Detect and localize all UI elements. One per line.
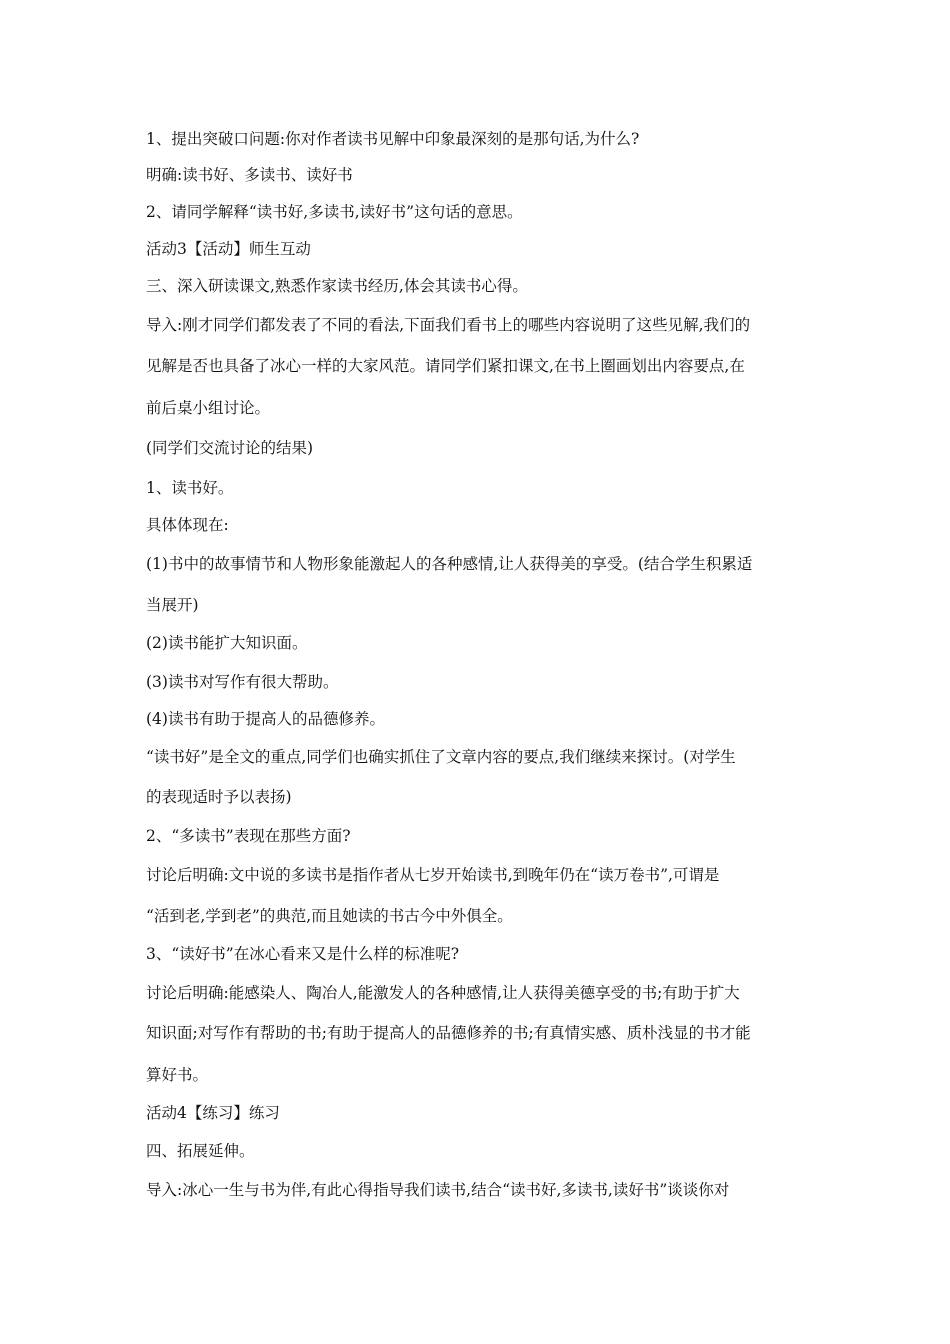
text-line: 1、读书好。 — [146, 479, 234, 497]
text-line: “读书好”是全文的重点,同学们也确实抓住了文章内容的要点,我们继续来探讨。(对学生 — [146, 748, 736, 766]
text-line: 见解是否也具备了冰心一样的大家风范。请同学们紧扣课文,在书上圈画划出内容要点,在 — [146, 357, 745, 375]
text-line: 当展开) — [146, 596, 199, 614]
section-heading: 活动4【练习】练习 — [146, 1104, 280, 1122]
text-line: 2、“多读书”表现在那些方面? — [146, 827, 351, 845]
text-line: “活到老,学到老”的典范,而且她读的书古今中外俱全。 — [146, 907, 513, 925]
text-line: (3)读书对写作有很大帮助。 — [146, 673, 339, 691]
text-line: (同学们交流讨论的结果) — [146, 439, 314, 457]
text-line: 知识面;对写作有帮助的书;有助于提高人的品德修养的书;有真情实感、质朴浅显的书才能 — [146, 1024, 751, 1042]
text-line: 的表现适时予以表扬) — [146, 788, 292, 806]
text-line: 导入:刚才同学们都发表了不同的看法,下面我们看书上的哪些内容说明了这些见解,我们的 — [146, 316, 751, 334]
text-line: 具体体现在: — [146, 516, 229, 534]
text-line: 四、拓展延伸。 — [146, 1142, 255, 1160]
section-heading: 活动3【活动】师生互动 — [146, 240, 311, 258]
text-line: 导入:冰心一生与书为伴,有此心得指导我们读书,结合“读书好,多读书,读好书”谈谈你对 — [146, 1181, 730, 1199]
text-line: (2)读书能扩大知识面。 — [146, 634, 308, 652]
text-line: 讨论后明确:文中说的多读书是指作者从七岁开始读书,到晚年仍在“读万卷书”,可谓是 — [146, 866, 720, 884]
text-line: 算好书。 — [146, 1066, 209, 1084]
text-line: 前后桌小组讨论。 — [146, 399, 271, 417]
text-line: 三、深入研读课文,熟悉作家读书经历,体会其读书心得。 — [146, 277, 528, 295]
text-line: 3、“读好书”在冰心看来又是什么样的标准呢? — [146, 945, 460, 963]
text-line: 1、提出突破口问题:你对作者读书见解中印象最深刻的是那句话,为什么? — [146, 130, 640, 148]
text-line: 2、请同学解释“读书好,多读书,读好书”这句话的意思。 — [146, 203, 523, 221]
text-line: (4)读书有助于提高人的品德修养。 — [146, 710, 385, 728]
text-line: 讨论后明确:能感染人、陶冶人,能激发人的各种感情,让人获得美德享受的书;有助于扩大 — [146, 984, 740, 1002]
text-line: 明确:读书好、多读书、读好书 — [146, 166, 353, 184]
text-line: (1)书中的故事情节和人物形象能激起人的各种感情,让人获得美的享受。(结合学生积累适 — [146, 555, 753, 573]
